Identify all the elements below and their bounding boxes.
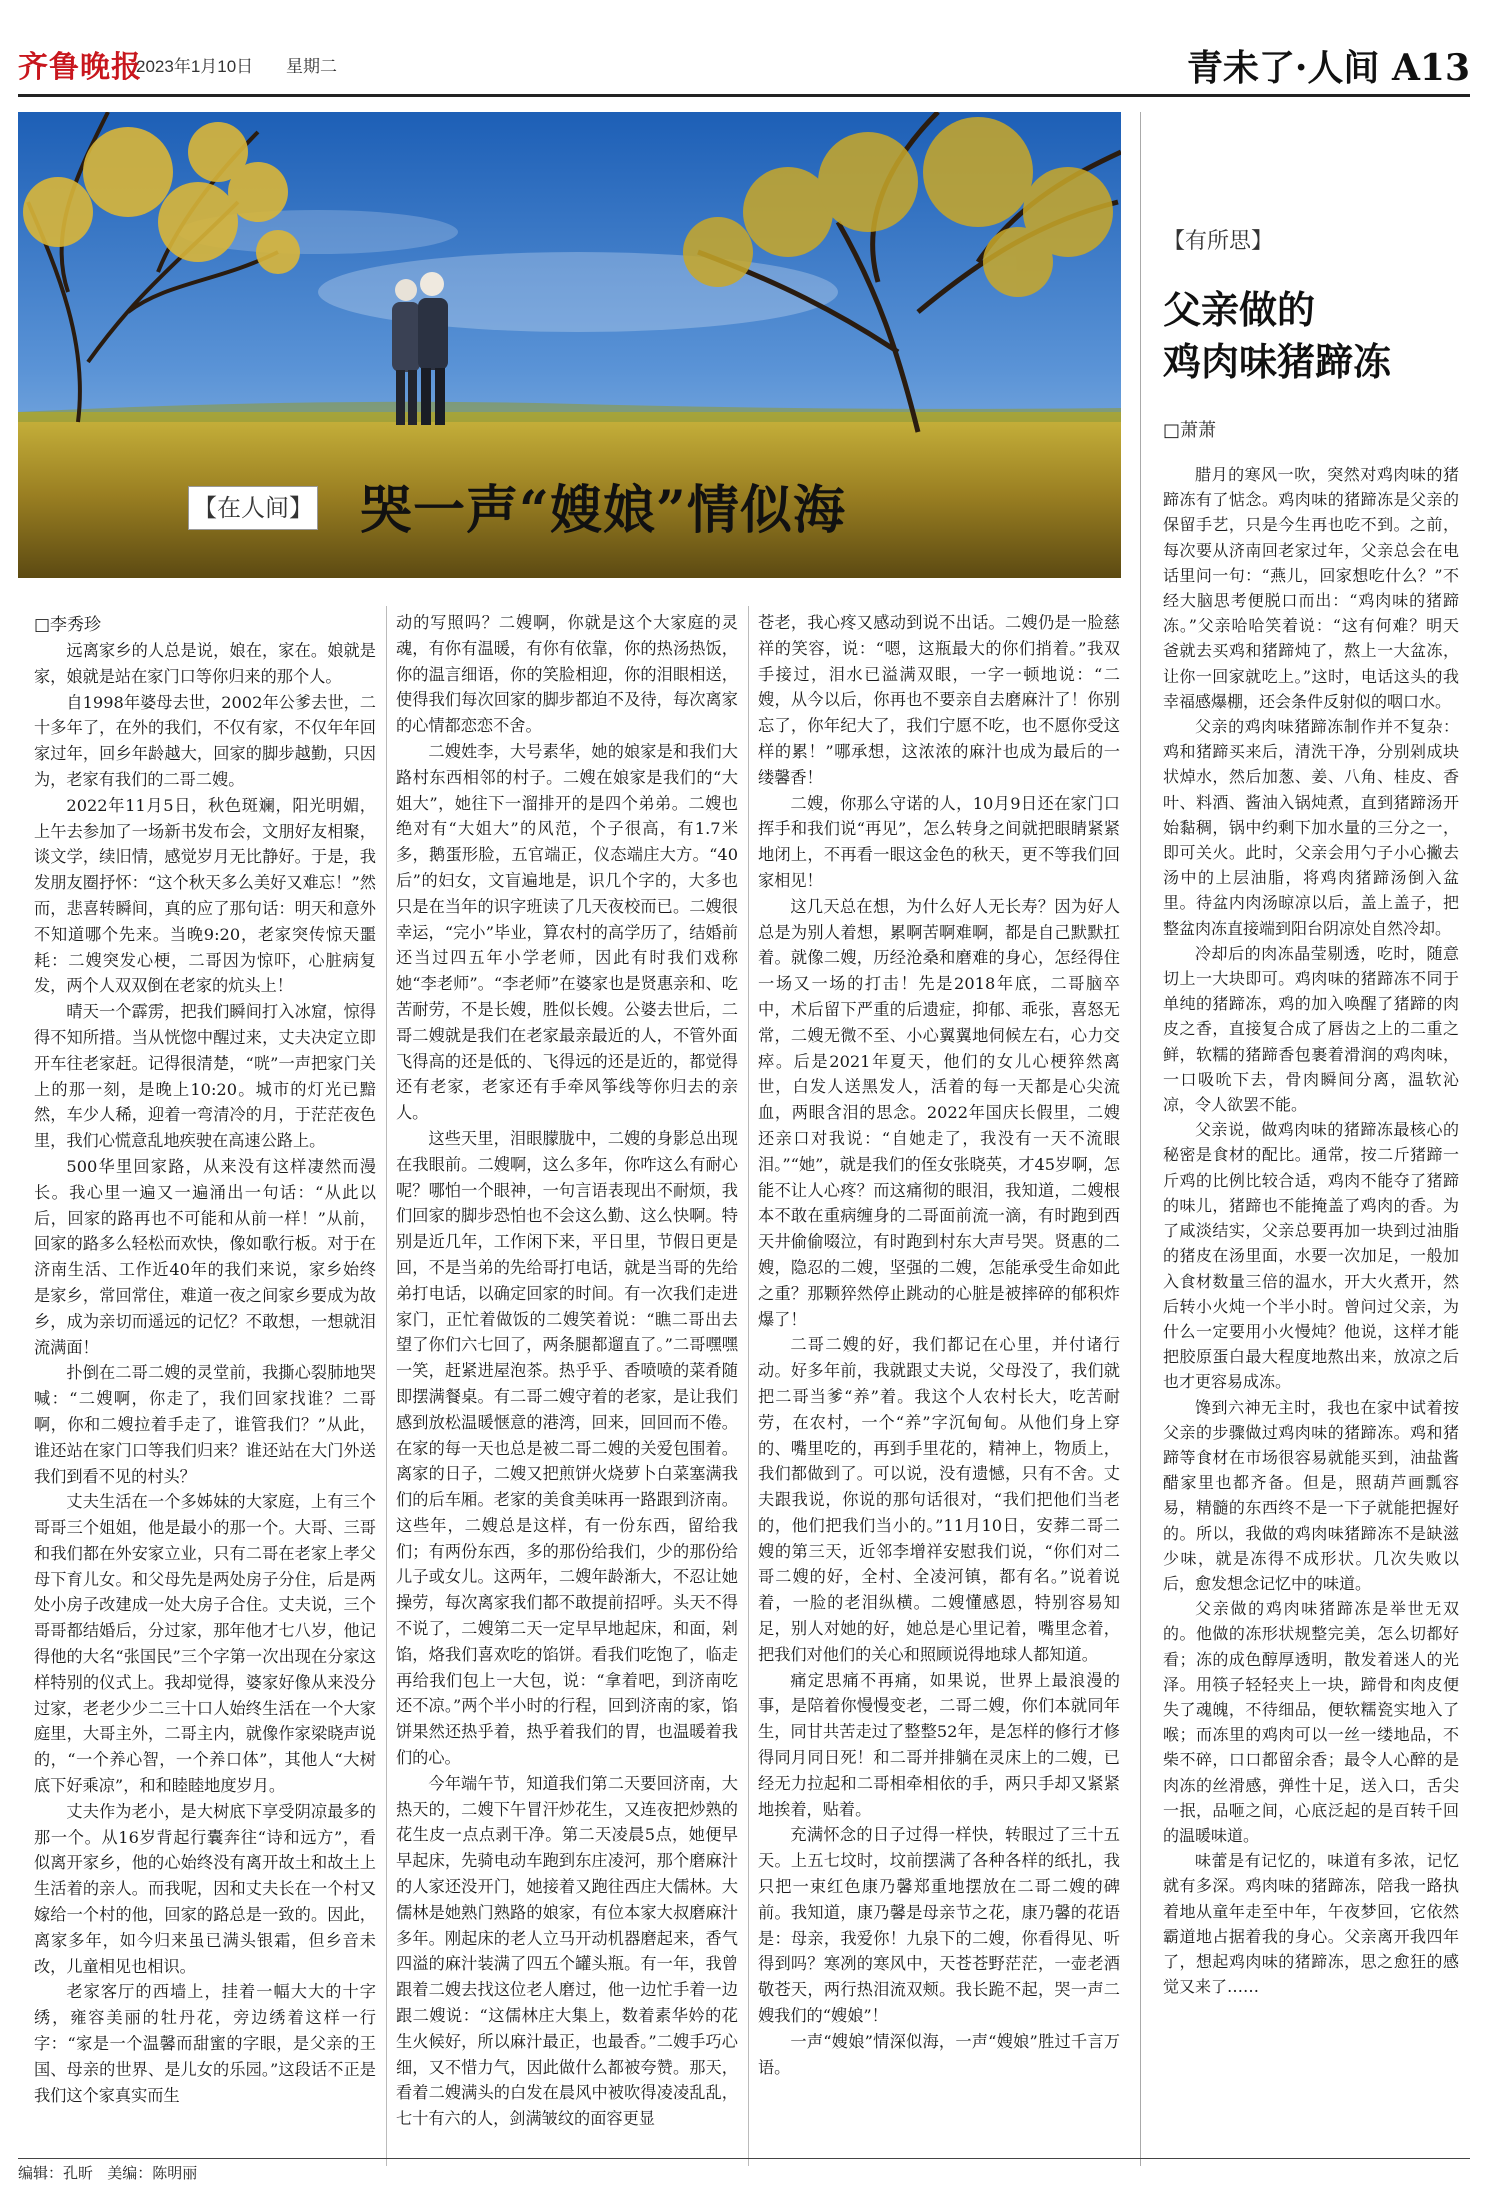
paragraph: 这几天总在想，为什么好人无长寿？因为好人总是为别人着想，累啊苦啊难啊，都是自己默默扛着。就像二嫂，历经沧桑和磨难的身心，怎经得住一场又一场的打击！先是2018年底，二哥脑卒中，术后留下严重的后遗症，抑郁、乖张，喜怒无常，二嫂无微不至、小心翼翼地伺候左右，心力交瘁。后是2021年夏天，他们的女儿心梗猝然离世，白发人送黑发人，活着的每一天都是心尖流血，两眼含泪的思念。2022年国庆长假里，二嫂还亲口对我说：“自她走了，我没有一天不流眼泪。”“她”，就是我们的侄女张晓英，才45岁啊，怎能不让人心疼？而这痛彻的眼泪，我知道，二嫂根本不敢在重病缠身的二哥面前流一滴，有时跑到西天井偷偷啜泣，有时跑到村东大声号哭。贤惠的二嫂，隐忍的二嫂，坚强的二嫂，怎能承受生命如此之重？那颗猝然停止跳动的心脏是被摔碎的郁积炸爆了！ bbox=[758, 896, 1120, 1329]
section-title: 青未了·人间 A13 bbox=[1186, 47, 1470, 89]
issue-date: 2023年1月10日 bbox=[136, 57, 254, 76]
sidebar-article-column bbox=[1163, 462, 1459, 2152]
paragraph: 今年端午节，知道我们第二天要回济南，大热天的，二嫂下午冒汗炒花生，又连夜把炒熟的花生皮一点点剥干净。第二天凌晨5点，她便早早起床，先骑电动车跑到东庄凌河，那个磨麻汁的人家还没开门，她接着又跑往西庄大儒林。大儒林是她熟门熟路的娘家，有位本家大叔磨麻汁多年。刚起床的老人立马开动机器磨起来，香气四溢的麻汁装满了四五个罐头瓶。有一年，我曾跟着二嫂去找这位老人磨过，他一边忙手着一边跟二嫂说：“这儒林庄大集上，数着素华妗的花生火候好，所以麻汁最正，也最香。”二嫂手巧心细，又不惜力气，因此做什么都被夸赞。那天，看着二嫂满头的白发在晨风中被吹得凌凌乱乱，七十有六的人，剑满皱纹的面容更显 bbox=[396, 1773, 738, 2129]
paragraph: 二哥二嫂的好，我们都记在心里，并付诸行动。好多年前，我就跟丈夫说，父母没了，我们就把二哥当爹“养”着。我这个人农村长大，吃苦耐劳，在农村，一个“养”字沉甸甸。从他们身上穿的、嘴里吃的，再到手里花的，精神上，物质上，我们都做到了。可以说，没有遗憾，只有不舍。丈夫跟我说，你说的那句话很对，“我们把他们当老的，他们把我们当小的。”11月10日，安葬二哥二嫂的第三天，近邻李增祥安慰我们说，“你们对二哥二嫂的好，全村、全凌河镇，都有名。”说着说着，一脸的老泪纵横。二嫂懂感恩，特别容易知足，别人对她的好，她总是心里记着，嘴里念着，把我们对他们的关心和照顾说得地球人都知道。 bbox=[758, 1335, 1120, 1664]
section-divider bbox=[1140, 112, 1141, 2166]
article-column-2 bbox=[396, 610, 738, 2160]
paragraph: 动的写照吗？二嫂啊，你就是这个大家庭的灵魂，有你有温暖，有你有依靠，你的热汤热饭，你的温言细语，你的笑脸相迎，你的泪眼相送，使得我们每次回家的脚步都迫不及待，每次离家的心情都恋恋不舍。 bbox=[396, 613, 738, 736]
masthead bbox=[18, 18, 1470, 90]
paragraph: 二嫂姓李，大号素华，她的娘家是和我们大路村东西相邻的村子。二嫂在娘家是我们的“大姐大”，她往下一溜排开的是四个弟弟。二嫂也绝对有“大姐大”的风范，个子很高，有1.7米多，鹅蛋形脸，五官端正，仪态端庄大方。“40后”的妇女，文盲遍地是，识几个字的，大多也只是在当年的识字班读了几天夜校而已。二嫂很幸运，“完小”毕业，算农村的高学历了，结婚前还当过四五年小学老师，因此有时我们戏称她“李老师”。“李老师”在婆家也是贤惠亲和、吃苦耐劳，不是长嫂，胜似长嫂。公婆去世后，二哥二嫂就是我们在老家最亲最近的人，不管外面飞得高的还是低的、飞得远的还是近的，都觉得还有老家，老家还有手牵风筝线等你归去的亲人。 bbox=[396, 741, 738, 1123]
paragraph: 老家客厅的西墙上，挂着一幅大大的十字绣，雍容美丽的牡丹花，旁边绣着这样一行字：“家是一个温馨而甜蜜的字眼，是父亲的王国、母亲的世界、是儿女的乐园。”这段话不正是我们这个家真实而生 bbox=[34, 1982, 376, 2105]
editor-credit: 编辑：孔昕 bbox=[18, 2165, 94, 2182]
masthead-rule bbox=[18, 94, 1470, 97]
section-tag-left: 【在人间】 bbox=[188, 486, 318, 530]
paragraph: 丈夫生活在一个多姊妹的大家庭，上有三个哥哥三个姐姐，他是最小的那一个。大哥、三哥和我们都在外安家立业，只有二哥在老家上孝父母下育儿女。和父母先是两处房子分住，后是两处小房子改建成一处大房子合住。丈夫说，三个哥哥都结婚后，分过家，那年他才七八岁，他记得他的大名“张国民”三个字第一次出现在分家这样特别的仪式上。我却觉得，婆家好像从来没分过家，老老少少二三十口人始终生活在一个大家庭里，大哥主外，二哥主内，就像作家梁晓声说的，“一个养心智，一个养口体”，其他人“大树底下好乘凉”，和和睦睦地度岁月。 bbox=[34, 1492, 376, 1796]
footer-credits bbox=[18, 2162, 207, 2183]
paragraph: 冷却后的肉冻晶莹剔透，吃时，随意切上一大块即可。鸡肉味的猪蹄冻不同于单纯的猪蹄冻，鸡的加入唤醒了猪蹄的肉皮之香，直接复合成了唇齿之上的二重之鲜，软糯的猪蹄香包裹着滑润的鸡肉味，一口吸吮下去，骨肉瞬间分离，温软沁凉，令人欲罢不能。 bbox=[1163, 943, 1459, 1115]
author-byline: □李秀珍 bbox=[34, 615, 102, 635]
paragraph: 这些天里，泪眼朦胧中，二嫂的身影总出现在我眼前。二嫂啊，这么多年，你咋这么有耐心呢？哪怕一个眼神，一句言语表现出不耐烦，我们回家的脚步恐怕也不会这么勤、这么快啊。特别是近几年，工作闲下来，平日里，节假日更是回，不是当弟的先给哥打电话，就是当哥的先给弟打电话，以确定回家的时间。有一次我们走进家门，正忙着做饭的二嫂笑着说：“瞧二哥出去望了你们六七回了，两条腿都遛直了。”二哥嘿嘿一笑，赶紧进屋泡茶。热乎乎、香喷喷的菜肴随即摆满餐桌。有二哥二嫂守着的老家，是让我们感到放松温暖惬意的港湾，回来，回回而不倦。在家的每一天也总是被二哥二嫂的关爱包围着。离家的日子，二嫂又把煎饼火烧萝卜白菜塞满我们的后车厢。老家的美食美味再一路跟到济南。这些年，二嫂总是这样，有一份东西，留给我们；有两份东西，多的那份给我们，少的那份给儿子或女儿。这两年，二嫂年龄渐大，不忍让她操劳，每次离家我们都不敢提前招呼。头天不得不说了，二嫂第二天一定早早地起床，和面，剁馅，烙我们喜欢吃的馅饼。看我们吃饱了，临走再给我们包上一大包，说：“拿着吧，到济南吃还不凉。”两个半小时的行程，回到济南的家，馅饼果然还热乎着，热乎着我们的胃，也温暖着我们的心。 bbox=[396, 1128, 738, 1768]
sidebar-byline: □萧萧 bbox=[1163, 420, 1217, 441]
paragraph: 500华里回家路，从来没有这样凄然而漫长。我心里一遍又一遍涌出一句话：“从此以后，回家的路再也不可能和从前一样！”从前，回家的路多么轻松而欢快，像如歌行板。对于在济南生活、工作近40年的我们来说，家乡始终是家乡，常回常住，难道一夜之间家乡要成为故乡，成为亲切而遥远的记忆？不敢想，一想就泪流满面！ bbox=[34, 1156, 376, 1357]
article-column-3 bbox=[758, 610, 1120, 2160]
paragraph: 父亲做的鸡肉味猪蹄冻是举世无双的。他做的冻形状规整完美，怎么切都好看；冻的成色醇厚透明，散发着迷人的光泽。用筷子轻轻夹上一块，蹄骨和肉皮便失了魂魄，不待细品，便软糯瓷实地入了喉；而冻里的鸡肉可以一丝一缕地品，不柴不碎，口口都留余香；最令人心醉的是肉冻的丝滑感，弹性十足，送入口，舌尖一抿，品咂之间，心底泛起的是百转千回的温暖味道。 bbox=[1163, 1599, 1459, 1845]
paragraph: 丈夫作为老小，是大树底下享受阴凉最多的那一个。从16岁背起行囊奔往“诗和远方”，看似离开家乡，他的心始终没有离开故土和故土上生活着的亲人。而我呢，因和丈夫长在一个村又嫁给一个村的他，回家的路总是一致的。因此，离家多年，如今归来虽已满头银霜，但乡音未改，儿童相见也相识。 bbox=[34, 1801, 376, 1976]
paragraph: 苍老，我心疼又感动到说不出话。二嫂仍是一脸慈祥的笑容，说：“嗯，这瓶最大的你们捎着。”我双手接过，泪水已溢满双眼，一字一顿地说：“二嫂，从今以后，你再也不要亲自去磨麻汁了！你别忘了，你年纪大了，我们宁愿不吃，也不愿你受这样的累！”哪承想，这浓浓的麻汁也成为最后的一缕馨香！ bbox=[758, 613, 1120, 787]
paragraph: 一声“嫂娘”情深似海，一声“嫂娘”胜过千言万语。 bbox=[758, 2031, 1120, 2077]
sidebar-headline bbox=[1163, 284, 1463, 388]
headline-line-2: 鸡肉味猪蹄冻 bbox=[1163, 339, 1392, 384]
paragraph: 父亲的鸡肉味猪蹄冻制作并不复杂：鸡和猪蹄买来后，清洗干净，分别剁成块状焯水，然后加葱、姜、八角、桂皮、香叶、料酒、酱油入锅炖煮，直到猪蹄汤开始黏稠，锅中约剩下加水量的三分之一，即可关火。此时，父亲会用勺子小心撇去汤中的上层油脂，将鸡肉猪蹄汤倒入盆里。待盆内肉汤晾凉以后，盖上盖子，把整盆肉冻直接端到阳台阴凉处自然冷却。 bbox=[1163, 717, 1459, 938]
paragraph: 父亲说，做鸡肉味的猪蹄冻最核心的秘密是食材的配比。通常，按二斤猪蹄一斤鸡的比例比较合适，鸡肉不能夺了猪蹄的味儿，猪蹄也不能掩盖了鸡肉的香。为了咸淡结实，父亲总要再加一块到过油脂的猪皮在汤里面，水要一次加足，一般加入食材数量三倍的温水，开大火煮开，然后转小火炖一个半小时。曾问过父亲，为什么一定要用小火慢炖？他说，这样才能把胶原蛋白最大程度地熬出来，放凉之后也才更容易成冻。 bbox=[1163, 1120, 1459, 1392]
paragraph: 痛定思痛不再痛，如果说，世界上最浪漫的事，是陪着你慢慢变老，二哥二嫂，你们本就同年生，同甘共苦走过了整整52年，是怎样的修行才修得同月同日死！和二哥并排躺在灵床上的二嫂，已经无力拉起和二哥相牵相依的手，两只手却又紧紧地挨着，贴着。 bbox=[758, 1670, 1120, 1819]
paragraph: 自1998年婆母去世，2002年公爹去世，二十多年了，在外的我们，不仅有家，不仅年年回家过年，回乡年龄越大，回家的脚步越勤，只因为，老家有我们的二哥二嫂。 bbox=[34, 692, 376, 789]
article-headline: 哭一声“嫂娘”情似海 bbox=[360, 480, 846, 541]
paragraph: 充满怀念的日子过得一样快，转眼过了三十五天。上五七坟时，坟前摆满了各种各样的纸扎，我只把一束红色康乃馨郑重地摆放在二哥二嫂的碑前。我知道，康乃馨是母亲节之花，康乃馨的花语是：母亲，我爱你！九泉下的二嫂，你看得见、听得到吗？寒冽的寒风中，天苍苍野茫茫，一壶老酒敬苍天，两行热泪流双颊。我长跪不起，哭一声二嫂我们的“嫂娘”！ bbox=[758, 1825, 1120, 2026]
paragraph: 远离家乡的人总是说，娘在，家在。娘就是家，娘就是站在家门口等你归来的那个人。 bbox=[34, 641, 376, 686]
headline-line-1: 父亲做的 bbox=[1163, 287, 1316, 332]
column-divider bbox=[748, 606, 749, 2166]
paragraph: 馋到六神无主时，我也在家中试着按父亲的步骤做过鸡肉味的猪蹄冻。鸡和猪蹄等食材在市场很容易就能买到，油盐酱醋家里也都齐备。但是，照葫芦画瓢容易，精髓的东西终不是一下子就能把握好的。所以，我做的鸡肉味猪蹄冻不是缺滋少味，就是冻得不成形状。几次失败以后，愈发想念记忆中的味道。 bbox=[1163, 1397, 1459, 1593]
newspaper-logo: 齐鲁晚报 bbox=[18, 50, 142, 85]
paragraph: 晴天一个霹雳，把我们瞬间打入冰窟，惊得得不知所措。当从恍惚中醒过来，丈夫决定立即开车往老家赶。记得很清楚，“咣”一声把家门关上的那一刻，是晚上10:20。城市的灯光已黯然，车少人稀，迎着一弯清冷的月，于茫茫夜色里，我们心慌意乱地疾驶在高速公路上。 bbox=[34, 1002, 376, 1151]
designer-credit: 美编：陈明丽 bbox=[107, 2165, 198, 2182]
paragraph: 2022年11月5日，秋色斑斓，阳光明媚，上午去参加了一场新书发布会，文朋好友相聚，谈文学，续旧情，感觉岁月无比静好。于是，我发朋友圈抒怀：“这个秋天多么美好又难忘！”然而，悲喜转瞬间，真的应了那句话：明天和意外不知道哪个先来。当晚9:20，老家突传惊天噩耗：二嫂突发心梗，二哥因为惊吓，心脏病复发，两个人双双倒在老家的炕头上！ bbox=[34, 795, 376, 996]
section-tag-right: 【有所思】 bbox=[1163, 229, 1274, 254]
paragraph: 味蕾是有记忆的，味道有多浓，记忆就有多深。鸡肉味的猪蹄冻，陪我一路执着地从童年走至中年，午夜梦回，它依然霸道地占据着我的身心。父亲离开我四年了，想起鸡肉味的猪蹄冻，思之愈狂的感觉又来了…… bbox=[1163, 1851, 1459, 1997]
issue-weekday: 星期二 bbox=[286, 57, 337, 76]
column-divider bbox=[386, 606, 387, 2166]
paragraph: 二嫂，你那么守诺的人，10月9日还在家门口挥手和我们说“再见”，怎么转身之间就把眼睛紧紧地闭上，不再看一眼这金色的秋天，更不等我们回家相见！ bbox=[758, 793, 1120, 890]
article-column-1 bbox=[34, 638, 376, 2160]
footer-rule bbox=[18, 2158, 1470, 2159]
paragraph: 腊月的寒风一吹，突然对鸡肉味的猪蹄冻有了惦念。鸡肉味的猪蹄冻是父亲的保留手艺，只是今生再也吃不到。之前，每次要从济南回老家过年，父亲总会在电话里问一句：“燕儿，回家想吃什么？”不经大脑思考便脱口而出：“鸡肉味的猪蹄冻。”父亲哈哈笑着说：“这有何难？明天爸就去买鸡和猪蹄炖了，熬上一大盆冻，让你一回家就吃上。”这时，电话这头的我幸福感爆棚，还会条件反射似的咽口水。 bbox=[1163, 465, 1459, 711]
paragraph: 扑倒在二哥二嫂的灵堂前，我撕心裂肺地哭喊：“二嫂啊，你走了，我们回家找谁？二哥啊，你和二嫂拉着手走了，谁管我们？”从此，谁还站在家门口等我们归来？谁还站在大门外送我们到看不见的村头？ bbox=[34, 1363, 376, 1486]
